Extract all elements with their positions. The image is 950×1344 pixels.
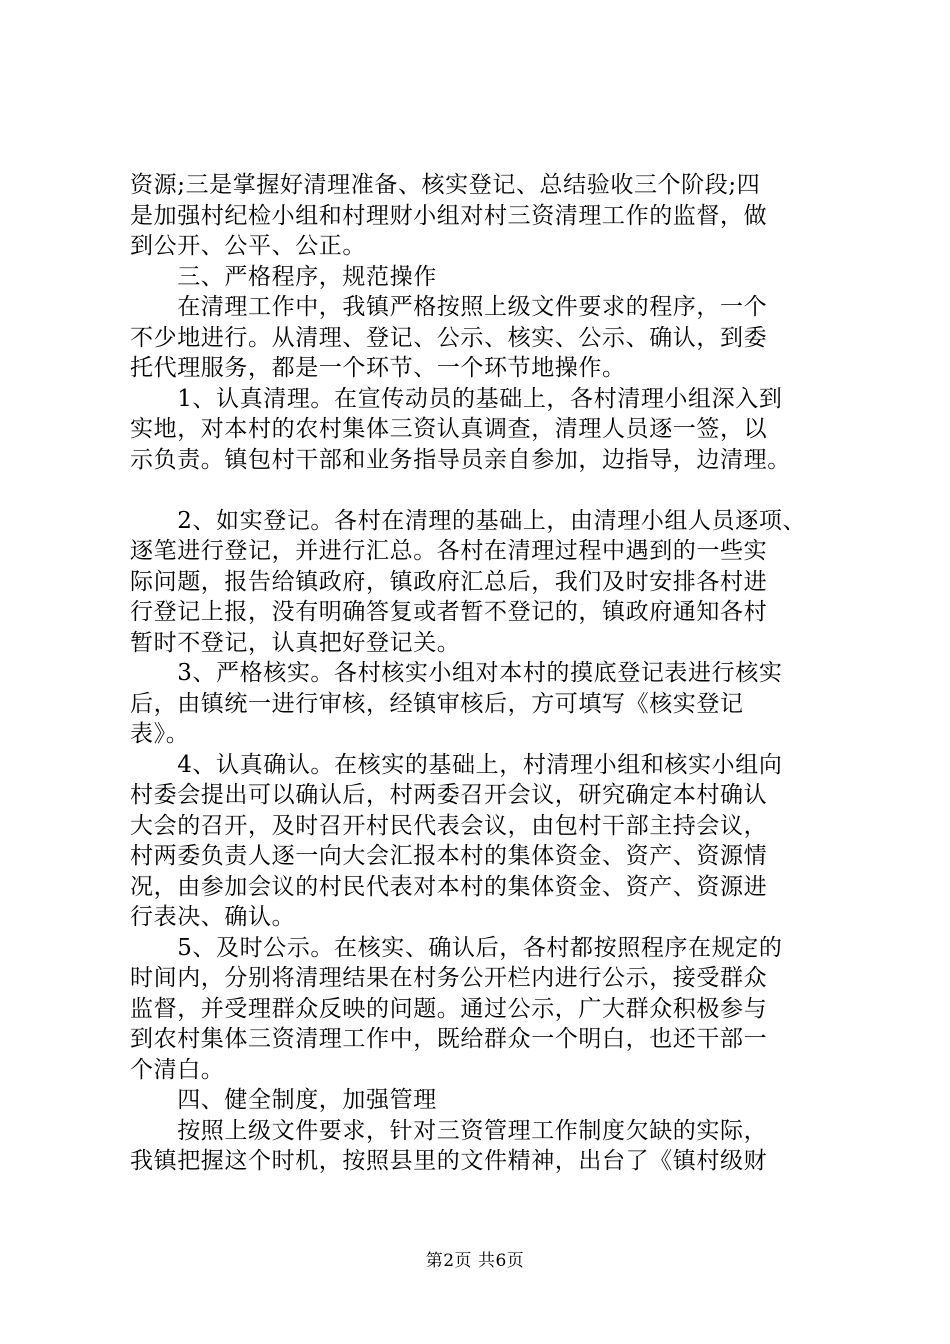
- page-number-footer: 第2页 共6页: [425, 1251, 525, 1271]
- blank-line: [130, 475, 850, 506]
- text-line: 际问题，报告给镇政府，镇政府汇总后，我们及时安排各村进: [130, 568, 768, 595]
- text-line: 托代理服务，都是一个环节、一个环节地操作。: [130, 355, 626, 381]
- text-line: 暂时不登记，认真把好登记关。: [130, 629, 461, 656]
- text-line: 到公开、公平、公正。: [130, 233, 366, 259]
- text-line: 监督，并受理群众反映的问题。通过公示，广大群众积极参与: [130, 995, 768, 1022]
- text-line: 5、及时公示。在核实、确认后，各村都按照程序在规定的: [130, 934, 783, 961]
- text-line: 表》。: [130, 721, 190, 747]
- section-heading: 四、健全制度，加强管理: [130, 1087, 437, 1113]
- text-line: 2、如实登记。各村在清理的基础上，由清理小组人员逐项、: [130, 507, 807, 534]
- text-line: 不少地进行。从清理、登记、公示、核实、公示、确认，到委: [130, 324, 768, 351]
- text-line: 按照上级文件要求，针对三资管理工作制度欠缺的实际，: [130, 1117, 768, 1144]
- text-line: 示负责。镇包村干部和业务指导员亲自参加，边指导，边清理。: [130, 446, 791, 473]
- text-line: 时间内，分别将清理结果在村务公开栏内进行公示，接受群众: [130, 965, 768, 991]
- text-line: 实地，对本村的农村集体三资认真调查，清理人员逐一签，以: [130, 416, 768, 442]
- section-heading: 三、严格程序，规范操作: [130, 263, 437, 290]
- text-line: 资源;三是掌握好清理准备、核实登记、总结验收三个阶段;四: [130, 172, 761, 198]
- text-line: 个清白。: [130, 1056, 225, 1083]
- text-line: 1、认真清理。在宣传动员的基础上，各村清理小组深入到: [130, 385, 783, 412]
- text-line: 我镇把握这个时机，按照县里的文件精神，出台了《镇村级财: [130, 1148, 768, 1174]
- text-line: 后，由镇统一进行审核，经镇审核后，方可填写《核实登记: [130, 690, 744, 717]
- text-line: 在清理工作中，我镇严格按照上级文件要求的程序，一个: [130, 294, 768, 320]
- text-line: 村委会提出可以确认后，村两委召开会议，研究确定本村确认: [130, 782, 768, 808]
- text-line: 村两委负责人逐一向大会汇报本村的集体资金、资产、资源情: [130, 843, 768, 869]
- text-line: 大会的召开，及时召开村民代表会议，由包村干部主持会议，: [130, 812, 768, 839]
- text-line: 4、认真确认。在核实的基础上，村清理小组和核实小组向: [130, 751, 783, 778]
- text-line: 3、严格核实。各村核实小组对本村的摸底登记表进行核实: [130, 660, 783, 686]
- text-line: 况，由参加会议的村民代表对本村的集体资金、资产、资源进: [130, 873, 768, 900]
- document-body: [130, 170, 850, 1177]
- text-line: 到农村集体三资清理工作中，既给群众一个明白，也还干部一: [130, 1026, 768, 1052]
- text-line: 行登记上报，没有明确答复或者暂不登记的，镇政府通知各村: [130, 599, 768, 625]
- text-line: 行表决、确认。: [130, 904, 296, 930]
- text-line: 逐笔进行登记，并进行汇总。各村在清理过程中遇到的一些实: [130, 538, 768, 564]
- text-line: 是加强村纪检小组和村理财小组对村三资清理工作的监督，做: [130, 202, 768, 229]
